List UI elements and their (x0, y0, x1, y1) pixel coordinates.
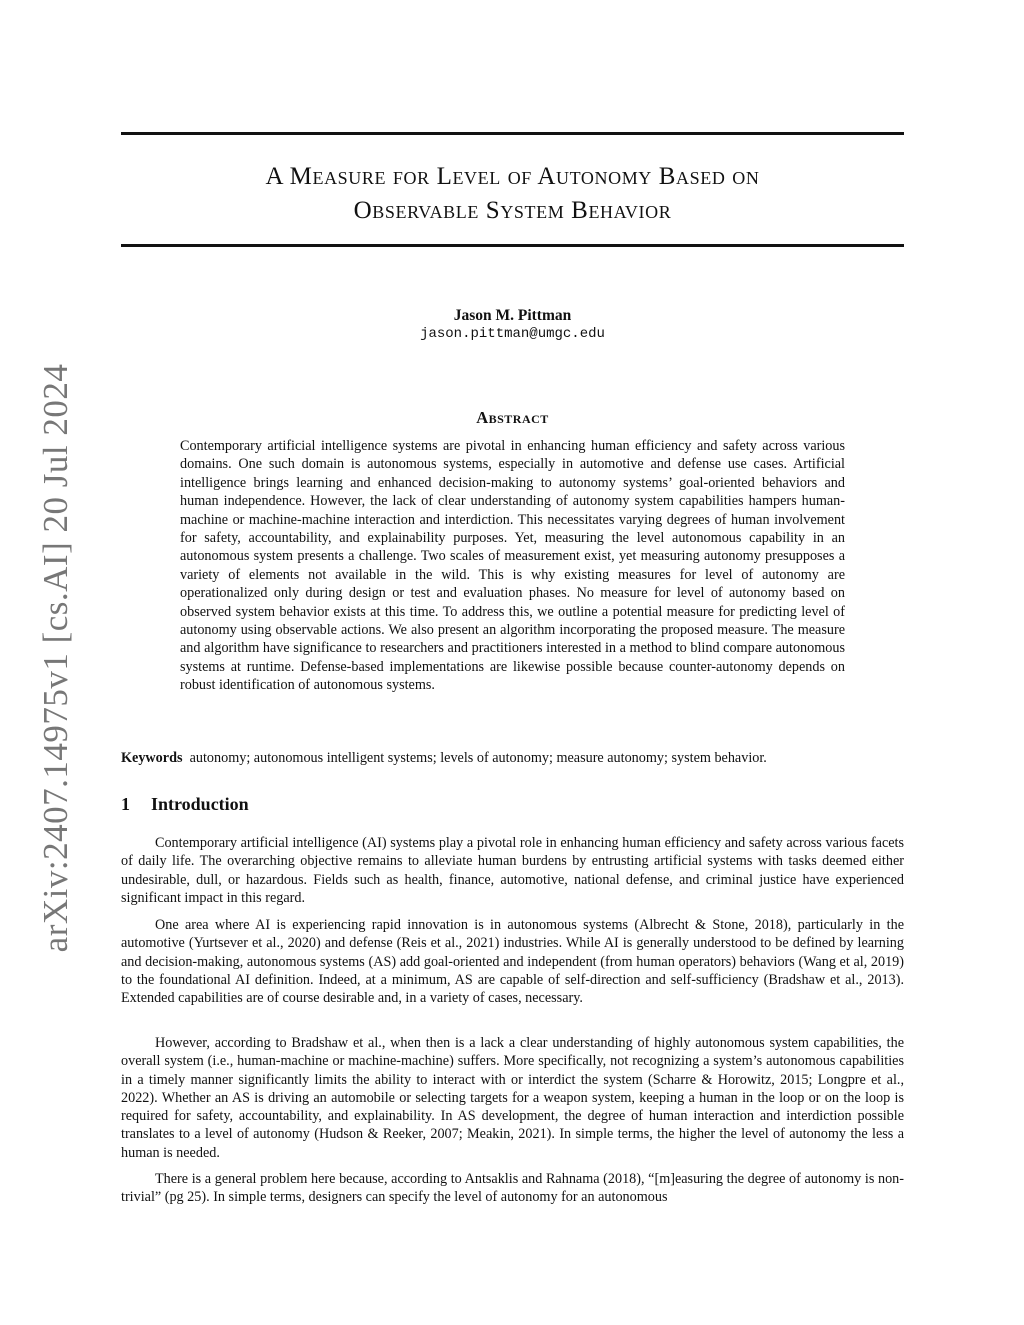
section-number: 1 (121, 794, 130, 814)
keywords-text: autonomy; autonomous intelligent systems; levels of autonomy; measure autonomy; system behavior. (189, 750, 767, 766)
intro-paragraph-2: One area where AI is experiencing rapid innovation is in autonomous systems (Albrecht & Stone, 2018), particularly in the automotive (Yurtsever et al., 2020) and defense (Reis et al., 2021) industries. While AI is generally understood to be defined by learning and decision-making, autonomous systems (AS) add goal-oriented and independent (from human operators) behaviors (Wang et al, 2019) to the foundational AI definition. Indeed, at a minimum, AS are capable of self-direction and self-sufficiency (Bradshaw et al., 2013). Extended capabilities are of course desirable and, in a variety of cases, necessary. (121, 917, 904, 1007)
section-title: Introduction (151, 794, 249, 814)
intro-paragraph-3: However, according to Bradshaw et al., when then is a lack a clear understanding of highly autonomous system capabilities, the overall system (i.e., human-machine or machine-machine) suffers. More specifically, not recognizing a system’s autonomous capabilities in a timely manner significantly limits the ability to interact with or interdict the system (Scharre & Horowitz, 2015; Longpre et al., 2022). Whether an AS is driving an automobile or selecting targets for a weapon system, keeping a human in the loop or on the loop is required for safety, accountability, and explainability. In AS development, the degree of human interaction and interdiction possible translates to a level of autonomy (Hudson & Reeker, 2007; Meakin, 2021). In simple terms, the higher the level of autonomy the less a human is needed. (121, 1035, 904, 1161)
abstract-heading: Abstract (476, 408, 549, 427)
keywords-line (121, 749, 904, 767)
section-heading-introduction (121, 793, 904, 815)
intro-paragraph-1: Contemporary artificial intelligence (AI) systems play a pivotal role in enhancing human efficiency and safety across various facets of daily life. The overarching objective remains to alleviate human burdens by entrusting artificial systems with tasks deemed either undesirable, dull, or hazardous. Fields such as health, finance, automotive, national defense, and criminal justice have experienced significant impact in this regard. (121, 835, 904, 906)
intro-paragraph-4: There is a general problem here because, according to Antsaklis and Rahnama (2018), “[m]easuring the degree of autonomy is non-trivial” (pg 25). In simple terms, designers can specify the level of autonomy for an autonomous (121, 1171, 904, 1206)
author-block (121, 306, 904, 343)
paper-title-line-2: Observable System Behavior (353, 197, 672, 224)
abstract-text: Contemporary artificial intelligence systems are pivotal in enhancing human efficiency and safety across various domains. One such domain is autonomous systems, especially in automotive and defense use cases. Artificial intelligence brings learning and enhanced decision-making to autonomy systems’ goal-oriented behaviors and human independence. However, the lack of clear understanding of autonomy system capabilities hampers human-machine or machine-machine interaction and interdiction. This necessitates varying degrees of human involvement for safety, accountability, and explainability purposes. Yet, measuring the level autonomous capability in an autonomous system presents a challenge. Two scales of measurement exist, yet measuring autonomy presupposes a variety of elements not available in the wild. This is why existing measures for level of autonomy are operationalized only during design or test and evaluation phases. No measure for level of autonomy based on observed system behavior exists at this time. To address this, we outline a potential measure for predicting level of autonomy using observable actions. We also present an algorithm incorporating the proposed measure. The measure and algorithm have significance to researchers and practitioners interested in a method to blind compare autonomous systems at runtime. Defense-based implementations are likewise possible because counter-autonomy depends on robust identification of autonomous systems. (180, 438, 845, 694)
arxiv-identifier-stamp: arXiv:2407.14975v1 [cs.AI] 20 Jul 2024 (36, 363, 75, 953)
title-top-rule (121, 132, 904, 135)
author-name: Jason M. Pittman (453, 307, 572, 324)
title-bottom-rule (121, 244, 904, 247)
paper-title (121, 160, 904, 228)
author-email: jason.pittman@umgc.edu (420, 326, 605, 342)
keywords-label: Keywords (121, 750, 183, 766)
paper-title-line-1: A Measure for Level of Autonomy Based on (265, 163, 760, 190)
